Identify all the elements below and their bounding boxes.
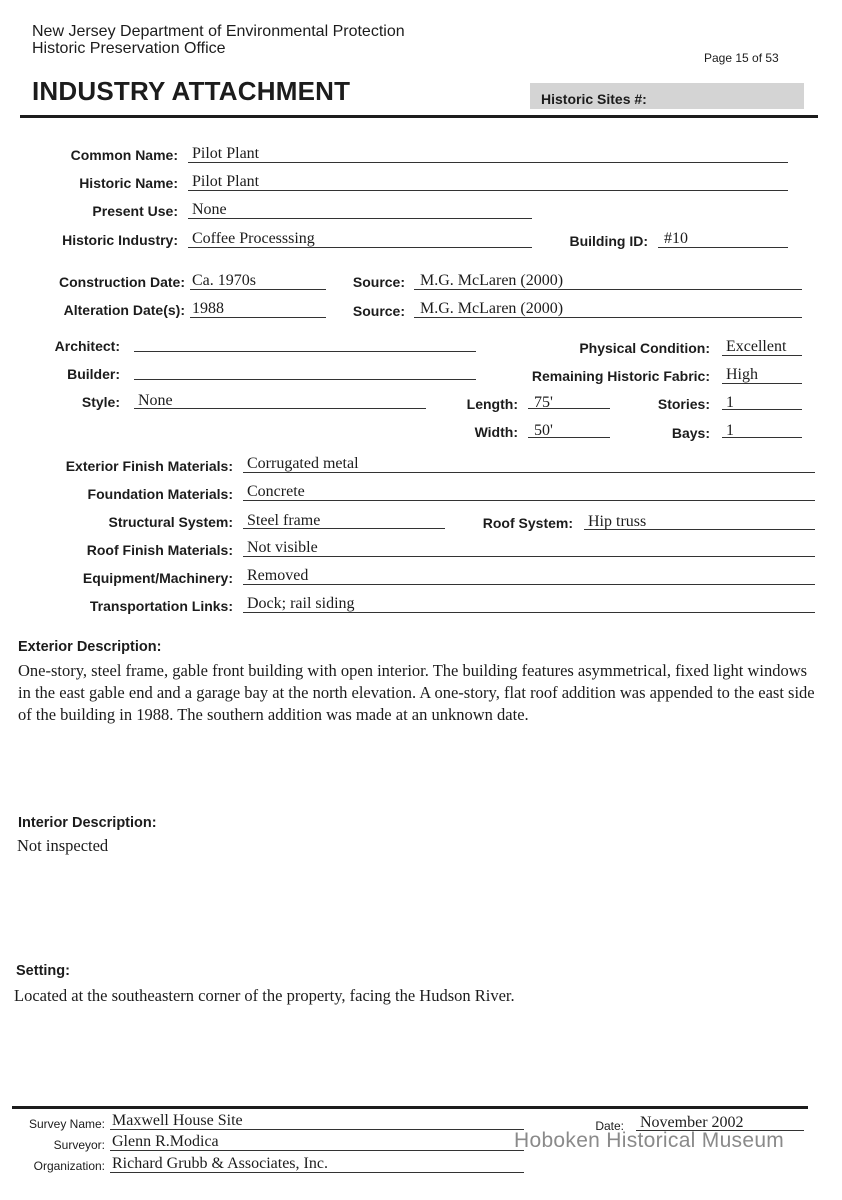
equipment-label: Equipment/Machinery: xyxy=(82,570,233,586)
remaining-fabric-line xyxy=(722,383,802,384)
construction-source-label: Source: xyxy=(352,274,405,290)
length-label: Length: xyxy=(466,396,518,412)
exterior-finish-label: Exterior Finish Materials: xyxy=(65,458,233,474)
building-id-line xyxy=(658,247,788,248)
historic-industry-label: Historic Industry: xyxy=(62,232,178,248)
alteration-dates-line xyxy=(190,317,326,318)
interior-description-heading: Interior Description: xyxy=(18,815,157,831)
construction-date-value: Ca. 1970s xyxy=(192,272,256,289)
roof-system-label: Roof System: xyxy=(482,515,573,531)
survey-name-value: Maxwell House Site xyxy=(112,1112,243,1129)
transportation-value: Dock; rail siding xyxy=(247,595,355,612)
header-rule xyxy=(20,115,818,118)
foundation-value: Concrete xyxy=(247,483,305,500)
roof-system-line xyxy=(584,529,815,530)
roof-finish-value: Not visible xyxy=(247,539,318,556)
physical-condition-label: Physical Condition: xyxy=(579,340,710,356)
stories-value: 1 xyxy=(726,394,734,411)
historic-sites-label: Historic Sites #: xyxy=(541,91,647,107)
equipment-line xyxy=(243,584,815,585)
interior-description-text: Not inspected xyxy=(17,836,109,855)
length-value: 75' xyxy=(534,394,553,411)
bays-label: Bays: xyxy=(671,425,710,441)
alteration-dates-label: Alteration Date(s): xyxy=(63,302,185,318)
building-id-value: #10 xyxy=(664,230,688,247)
length-line xyxy=(528,408,610,409)
historic-industry-line xyxy=(188,247,532,248)
architect-label: Architect: xyxy=(54,338,120,354)
alteration-source-value: M.G. McLaren (2000) xyxy=(420,300,564,317)
construction-source-value: M.G. McLaren (2000) xyxy=(420,272,564,289)
roof-finish-label: Roof Finish Materials: xyxy=(86,542,233,558)
alteration-dates-value: 1988 xyxy=(192,300,224,317)
exterior-finish-value: Corrugated metal xyxy=(247,455,359,472)
agency-name: New Jersey Department of Environmental Protection xyxy=(32,23,405,40)
structural-system-value: Steel frame xyxy=(247,512,321,529)
present-use-label: Present Use: xyxy=(92,203,178,219)
common-name-value: Pilot Plant xyxy=(192,145,260,162)
style-value: None xyxy=(138,392,173,409)
remaining-fabric-value: High xyxy=(726,366,758,383)
transportation-line xyxy=(243,612,815,613)
alteration-source-label: Source: xyxy=(352,303,405,319)
historic-industry-value: Coffee Processsing xyxy=(192,230,315,247)
common-name-line xyxy=(188,162,788,163)
survey-name-label: Survey Name: xyxy=(28,1117,105,1131)
roof-finish-line xyxy=(243,556,815,557)
historic-name-label: Historic Name: xyxy=(79,175,178,191)
structural-system-label: Structural System: xyxy=(108,514,233,530)
setting-text: Located at the southeastern corner of the property, facing the Hudson River. xyxy=(14,986,515,1005)
surveyor-line xyxy=(110,1150,524,1151)
bays-value: 1 xyxy=(726,422,734,439)
date-label: Date: xyxy=(595,1119,624,1133)
footer-rule xyxy=(12,1106,808,1109)
bays-line xyxy=(722,437,802,438)
surveyor-value: Glenn R.Modica xyxy=(112,1133,219,1150)
architect-line xyxy=(134,351,476,352)
present-use-value: None xyxy=(192,201,227,218)
organization-line xyxy=(110,1172,524,1173)
transportation-label: Transportation Links: xyxy=(89,598,233,614)
exterior-description-heading: Exterior Description: xyxy=(18,639,162,655)
historic-name-value: Pilot Plant xyxy=(192,173,260,190)
stories-label: Stories: xyxy=(657,396,710,412)
setting-heading: Setting: xyxy=(16,963,70,979)
physical-condition-line xyxy=(722,355,802,356)
office-name: Historic Preservation Office xyxy=(32,40,226,57)
style-line xyxy=(134,408,426,409)
construction-date-label: Construction Date: xyxy=(59,274,185,290)
organization-value: Richard Grubb & Associates, Inc. xyxy=(112,1155,328,1172)
form-title: INDUSTRY ATTACHMENT xyxy=(32,76,351,106)
date-value: November 2002 xyxy=(640,1114,744,1131)
survey-name-line xyxy=(110,1129,524,1130)
page-indicator: Page 15 of 53 xyxy=(704,51,779,65)
surveyor-label: Surveyor: xyxy=(53,1138,105,1152)
equipment-value: Removed xyxy=(247,567,309,584)
structural-system-line xyxy=(243,528,445,529)
construction-source-line xyxy=(414,289,802,290)
organization-label: Organization: xyxy=(33,1159,105,1173)
builder-label: Builder: xyxy=(67,366,120,382)
foundation-label: Foundation Materials: xyxy=(87,486,233,502)
stories-line xyxy=(722,409,802,410)
style-label: Style: xyxy=(81,394,120,410)
builder-line xyxy=(134,379,476,380)
building-id-label: Building ID: xyxy=(569,233,648,249)
roof-system-value: Hip truss xyxy=(588,513,647,530)
alteration-source-line xyxy=(414,317,802,318)
historic-sites-box xyxy=(530,83,804,109)
exterior-finish-line xyxy=(243,472,815,473)
width-value: 50' xyxy=(534,422,553,439)
remaining-fabric-label: Remaining Historic Fabric: xyxy=(531,368,710,384)
physical-condition-value: Excellent xyxy=(726,338,787,355)
foundation-line xyxy=(243,500,815,501)
common-name-label: Common Name: xyxy=(70,147,178,163)
present-use-line xyxy=(188,218,532,219)
width-label: Width: xyxy=(474,424,518,440)
construction-date-line xyxy=(190,289,326,290)
width-line xyxy=(528,437,610,438)
exterior-description-text: One-story, steel frame, gable front building with open interior. The building features asymmetrical, fixed light windows in the east gable end and a garage bay at the north elevation. A one-story, flat roof addition was appended to the east side of the building in 1988. The southern addition was made at an unknown date. xyxy=(18,661,815,724)
museum-watermark: Hoboken Historical Museum xyxy=(514,1129,785,1152)
historic-name-line xyxy=(188,190,788,191)
